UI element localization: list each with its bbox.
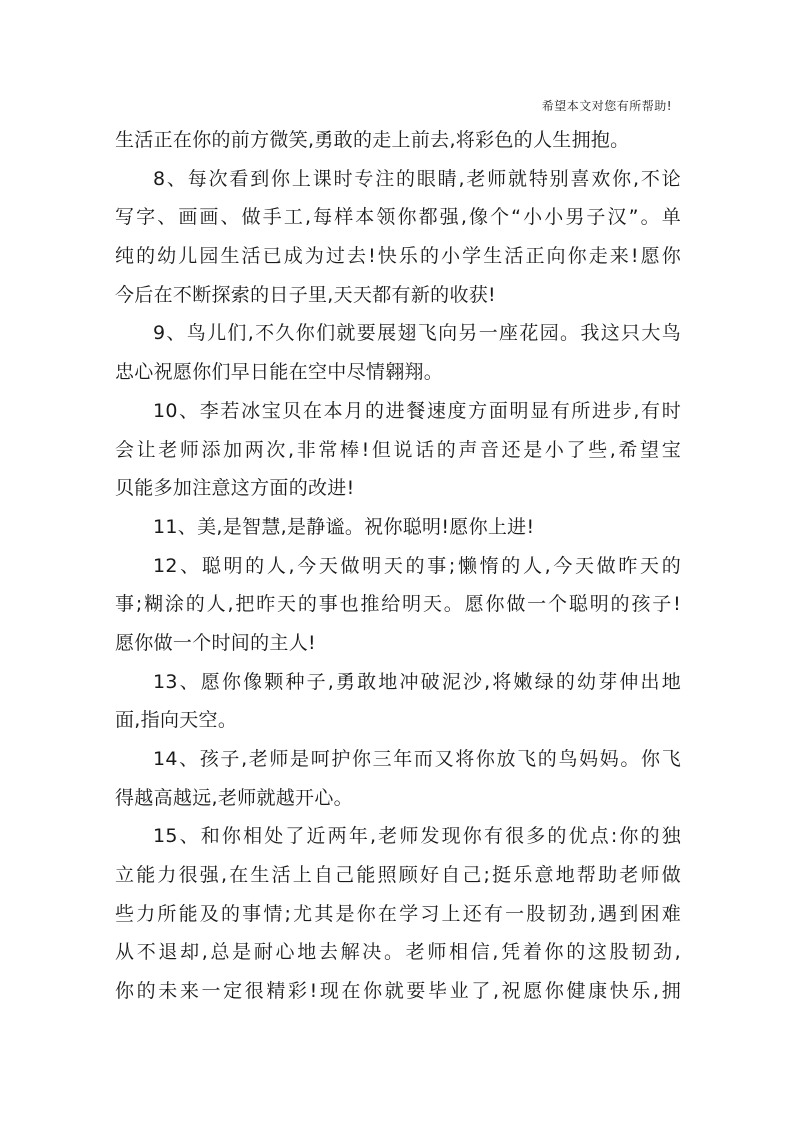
text-line: 9、鸟儿们,不久你们就要展翅飞向另一座花园。我这只大鸟	[153, 322, 681, 345]
text-line: 愿你做一个时间的主人!	[115, 631, 316, 654]
header-note: 希望本文对您有所帮助!	[541, 99, 672, 113]
text-line: 纯的幼儿园生活已成为过去!快乐的小学生活正向你走来!愿你	[115, 245, 681, 268]
text-line: 14、孩子,老师是呵护你三年而又将你放飞的鸟妈妈。你飞	[153, 748, 681, 770]
text-line: 些力所能及的事情;尤其是你在学习上还有一股韧劲,遇到困难	[115, 902, 681, 925]
document-body	[115, 121, 681, 1011]
text-line: 11、美,是智慧,是静谧。祝你聪明!愿你上进!	[153, 515, 535, 538]
text-line: 15、和你相处了近两年,老师发现你有很多的优点:你的独	[153, 825, 681, 848]
text-line: 面,指向天空。	[115, 709, 238, 732]
text-line: 忠心祝愿你们早日能在空中尽情翱翔。	[115, 361, 444, 384]
text-line: 8、每次看到你上课时专注的眼睛,老师就特别喜欢你,不论	[153, 167, 681, 190]
text-line: 从不退却,总是耐心地去解决。老师相信,凭着你的这股韧劲,	[115, 941, 681, 964]
text-line: 你的未来一定很精彩!现在你就要毕业了,祝愿你健康快乐,拥	[115, 980, 681, 1003]
text-line: 13、愿你像颗种子,勇敢地冲破泥沙,将嫩绿的幼芽伸出地	[153, 670, 681, 693]
text-line: 立能力很强,在生活上自己能照顾好自己;挺乐意地帮助老师做	[115, 864, 681, 887]
text-line: 10、李若冰宝贝在本月的进餐速度方面明显有所进步,有时	[153, 399, 681, 422]
text-line: 写字、画画、做手工,每样本领你都强,像个“小小男子汉”。单	[115, 206, 681, 229]
text-line: 贝能多加注意这方面的改进!	[115, 477, 355, 500]
text-line: 生活正在你的前方微笑,勇敢的走上前去,将彩色的人生拥抱。	[115, 129, 630, 151]
text-line: 会让老师添加两次,非常棒!但说话的声音还是小了些,希望宝	[115, 438, 681, 461]
text-line: 事;糊涂的人,把昨天的事也推给明天。愿你做一个聪明的孩子!	[115, 593, 681, 616]
text-line: 得越高越远,老师就越开心。	[115, 786, 353, 809]
text-line: 今后在不断探索的日子里,天天都有新的收获!	[115, 283, 496, 306]
text-line: 12、聪明的人,今天做明天的事;懒惰的人,今天做昨天的	[153, 554, 681, 577]
